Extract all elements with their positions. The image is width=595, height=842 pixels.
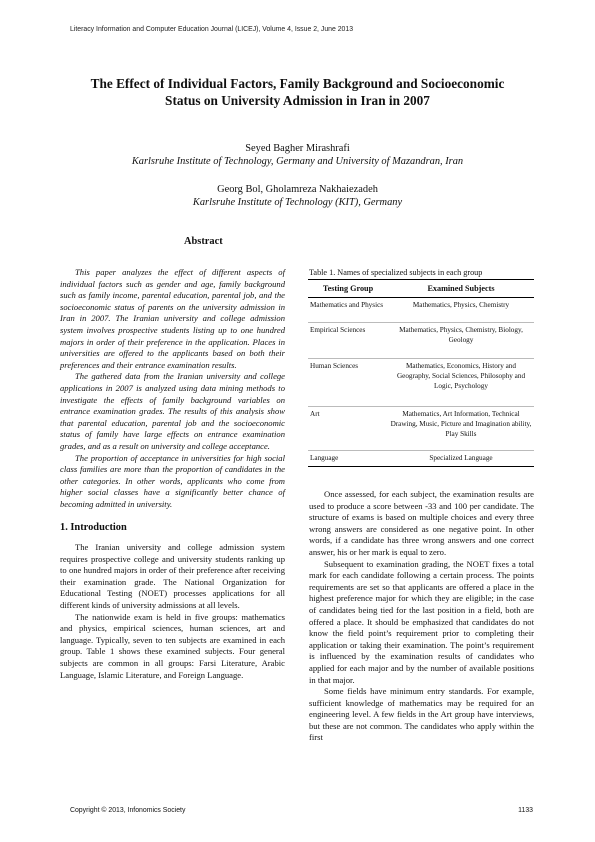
table-row	[308, 451, 534, 467]
left-column	[60, 267, 285, 681]
table-row	[308, 359, 534, 407]
abstract-paragraph: This paper analyzes the effect of different aspects of individual factors such as gender and age, family background such as family income, parental education, parental job, and the socioeconomic status of parents on the university admission in Iran in 2007. The Iranian university and college admission system involves prospective students listing up to one hundred majors in order of their preference in the application. Places in universities are offered to the applicants based on both their preferences and their entrance examination results.	[60, 267, 285, 370]
table-cell-group: Art	[308, 407, 388, 451]
body-paragraph: Once assessed, for each subject, the examination results are used to produce a score between -33 and 100 per candidate. The structure of exams is based on multiple choices and every three wrong answers are considered as one negative point. In other words, if a candidate has three wrong answers and one correct answer, his or her mark is equal to zero.	[309, 489, 534, 557]
table-caption: Table 1. Names of specialized subjects in each group	[309, 268, 483, 277]
table-row	[308, 407, 534, 451]
table-cell-subjects: Mathematics, Physics, Chemistry, Biology, Geology	[388, 323, 534, 359]
body-paragraph: The nationwide exam is held in five groups: mathematics and physics, empirical sciences, human sciences, art and language. Typically, seven to ten subjects are examined in each group. Table 1 shows these examined subjects. Four general subjects are common in all groups: Farsi Literature, Arabic Language, Islamic Literature, and Foreign Language.	[60, 611, 285, 680]
title-line-2: Status on University Admission in Iran in 2007	[165, 92, 430, 108]
table-row	[308, 298, 534, 323]
subjects-table	[308, 279, 534, 467]
table-cell-subjects: Mathematics, Economics, History and Geography, Social Sciences, Philosophy and Logic, Psychology	[388, 359, 534, 407]
table-cell-group: Mathematics and Physics	[308, 298, 388, 323]
table-cell-group: Empirical Sciences	[308, 323, 388, 359]
abstract-paragraph: The proportion of acceptance in universities for high social class families are more than the proportion of candidates in the other categories. In other words, applicants who come from higher social classes have a significantly better chance of becoming admitted in university.	[60, 452, 285, 509]
affiliation-2: Karlsruhe Institute of Technology (KIT), Germany	[192, 197, 403, 208]
footer-copyright: Copyright © 2013, Infonomics Society	[70, 807, 186, 814]
section-heading-introduction: 1. Introduction	[60, 522, 127, 534]
table-cell-subjects: Mathematics, Art Information, Technical Drawing, Music, Picture and Imagination ability, Play Skills	[388, 407, 534, 451]
body-paragraph: The Iranian university and college admission system requires prospective college and university students ranking up to one hundred majors in order of their preference after receiving their examination grade. The National Organization for Educational Testing (NOET) processes applications for all different kinds of university admissions at all levels.	[60, 542, 285, 611]
right-column	[309, 489, 534, 744]
paper-title	[60, 76, 535, 109]
title-line-1: The Effect of Individual Factors, Family Background and Socioeconomic	[90, 76, 505, 91]
abstract-heading: Abstract	[184, 236, 223, 247]
table-cell-group: Language	[308, 451, 388, 467]
author-1: Seyed Bagher Mirashrafi	[245, 143, 350, 154]
body-paragraph: Some fields have minimum entry standards. For example, sufficient knowledge of mathematics may be required for an engineering level. A few fields in the Art group have interviews, but these are not common. The candidates who apply within the first	[309, 686, 534, 743]
author-2: Georg Bol, Gholamreza Nakhaiezadeh	[217, 184, 378, 195]
table-cell-subjects: Mathematics, Physics, Chemistry	[388, 298, 534, 323]
table-cell-group: Human Sciences	[308, 359, 388, 407]
table-cell-subjects: Specialized Language	[388, 451, 534, 467]
body-paragraph: Subsequent to examination grading, the NOET fixes a total mark for each candidate following a certain process. The points requirements are set so that applicants are offered a place in the highest preference major for which they are eligible; in the case of candidates being tied for the last position in a field, both are offered a place. It should be emphasized that candidates do not know the field point’s requirement prior to completing their application or taking their examination. The point’s requirement is influenced by the examination results of candidates who applied for each major and by the number of available positions in that major.	[309, 558, 534, 685]
page-number: 1133	[518, 807, 533, 814]
table-header-cell: Testing Group	[308, 280, 388, 298]
affiliation-1: Karlsruhe Institute of Technology, Germany and University of Mazandran, Iran	[131, 156, 464, 167]
table-header-row	[308, 280, 534, 298]
table-header-cell: Examined Subjects	[388, 280, 534, 298]
abstract-paragraph: The gathered data from the Iranian university and college applications in 2007 is analyzed using data mining methods to investigate the effects of family background variables on entrance examination grades. The results of this analysis show that parental education, parental job and the socioeconomic status of family have large effects on entrance examination grades, and as a result on university and college acceptance.	[60, 371, 285, 451]
running-head: Literacy Information and Computer Education Journal (LICEJ), Volume 4, Issue 2, June 2013	[70, 26, 354, 33]
table-row	[308, 323, 534, 359]
abstract-body	[60, 267, 285, 510]
